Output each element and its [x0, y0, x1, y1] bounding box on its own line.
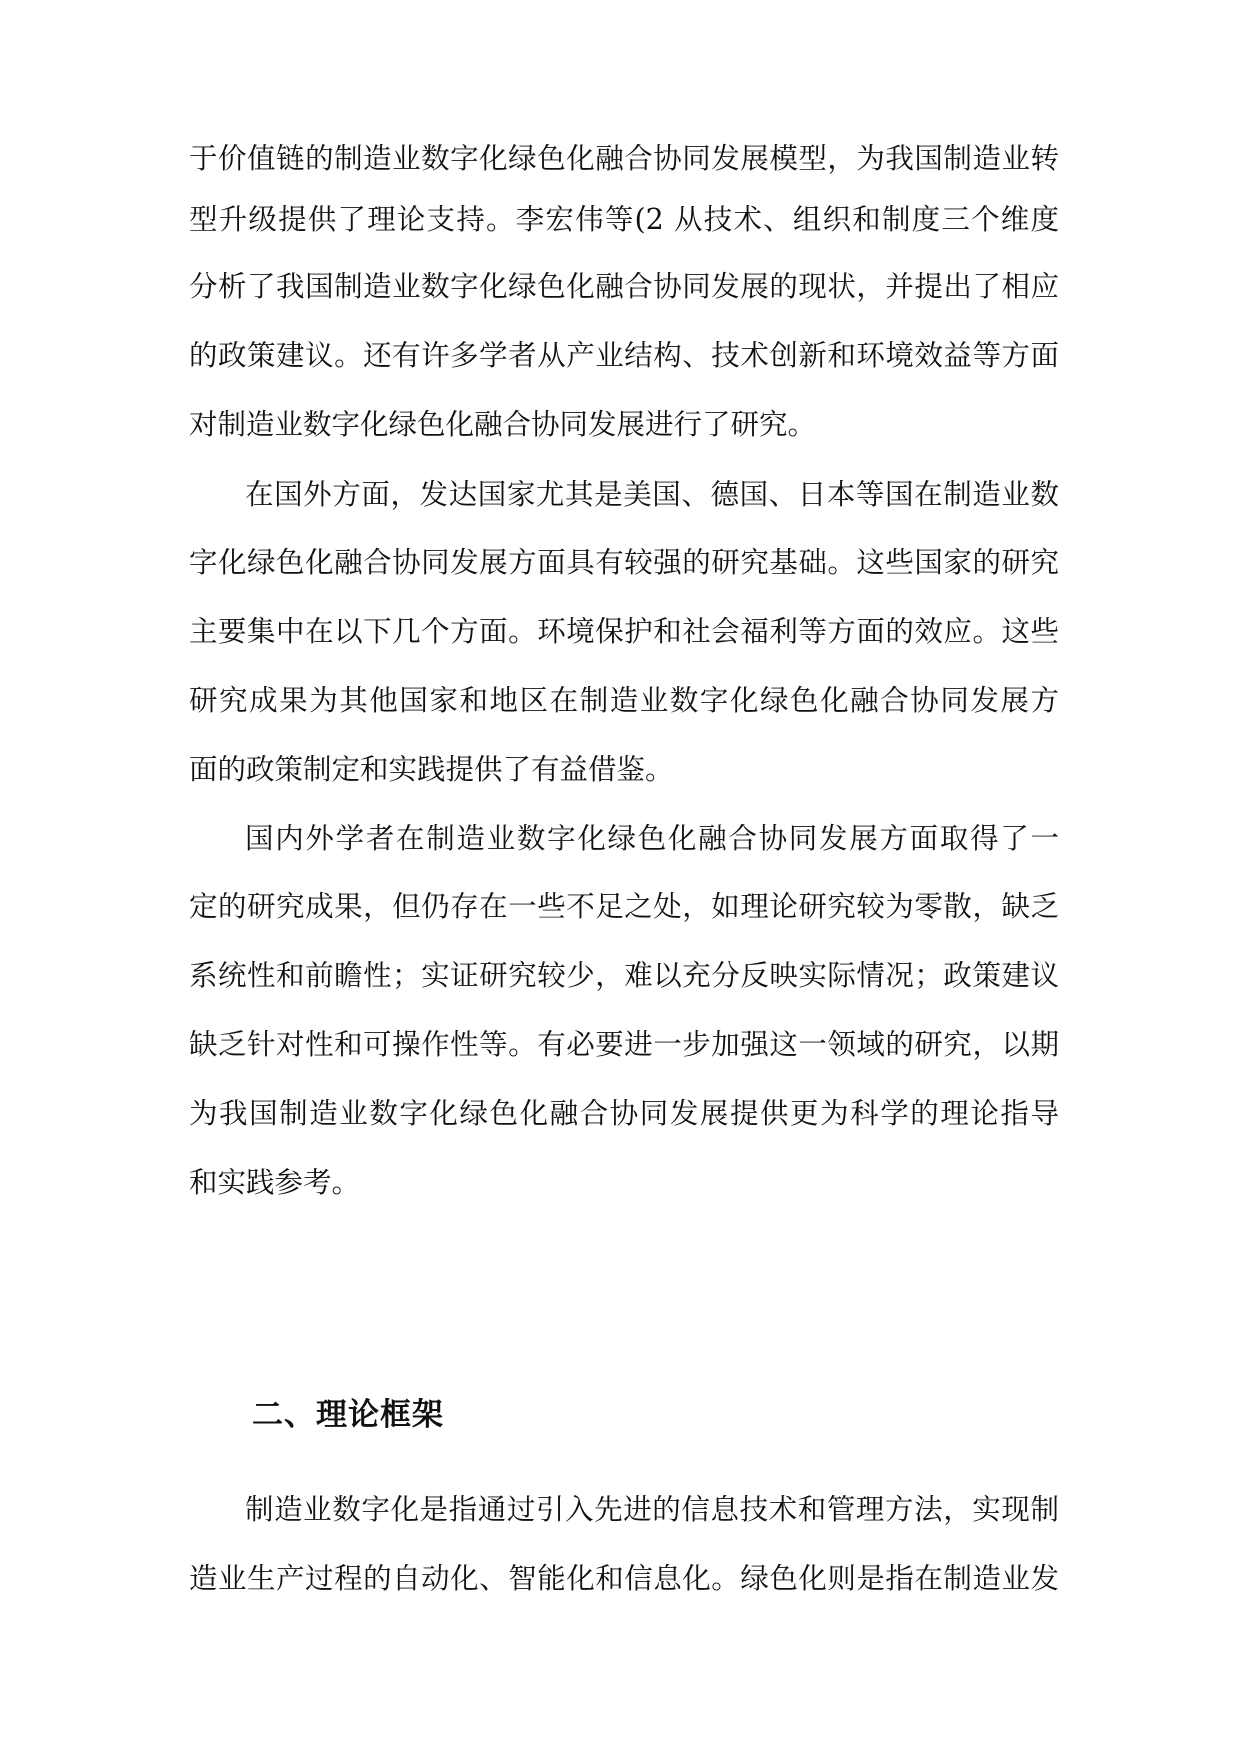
paragraph-3-line-1: 国内外学者在制造业数字化绿色化融合协同发展方面取得了一	[245, 822, 1059, 855]
paragraph-1-line-2: 型升级提供了理论支持。李宏伟等(2 从技术、组织和制度三个维度	[189, 203, 1059, 236]
section-paragraph-line-2: 造业生产过程的自动化、智能化和信息化。绿色化则是指在制造业发	[189, 1562, 1059, 1595]
paragraph-2-line-3: 主要集中在以下几个方面。环境保护和社会福利等方面的效应。这些	[189, 615, 1059, 648]
paragraph-1-line-4: 的政策建议。还有许多学者从产业结构、技术创新和环境效益等方面	[189, 339, 1059, 372]
paragraph-2-line-4: 研究成果为其他国家和地区在制造业数字化绿色化融合协同发展方	[189, 684, 1059, 717]
paragraph-3-line-6: 和实践参考。	[189, 1166, 361, 1199]
paragraph-3-line-4: 缺乏针对性和可操作性等。有必要进一步加强这一领域的研究，以期	[189, 1028, 1059, 1061]
paragraph-3-line-5: 为我国制造业数字化绿色化融合协同发展提供更为科学的理论指导	[189, 1097, 1059, 1130]
paragraph-2-line-2: 字化绿色化融合协同发展方面具有较强的研究基础。这些国家的研究	[189, 546, 1059, 579]
paragraph-1-line-5: 对制造业数字化绿色化融合协同发展进行了研究。	[189, 408, 817, 441]
paragraph-2-line-1: 在国外方面，发达国家尤其是美国、德国、日本等国在制造业数	[245, 478, 1059, 511]
paragraph-1-line-3: 分析了我国制造业数字化绿色化融合协同发展的现状，并提出了相应	[189, 270, 1059, 303]
paragraph-3-line-3: 系统性和前瞻性；实证研究较少，难以充分反映实际情况；政策建议	[189, 959, 1059, 992]
paragraph-2-line-5: 面的政策制定和实践提供了有益借鉴。	[189, 753, 674, 786]
section-heading: 二、理论框架	[252, 1397, 444, 1433]
section-paragraph-line-1: 制造业数字化是指通过引入先进的信息技术和管理方法，实现制	[245, 1493, 1059, 1526]
paragraph-3-line-2: 定的研究成果，但仍存在一些不足之处，如理论研究较为零散，缺乏	[189, 890, 1059, 923]
paragraph-1-line-1: 于价值链的制造业数字化绿色化融合协同发展模型，为我国制造业转	[189, 142, 1059, 175]
